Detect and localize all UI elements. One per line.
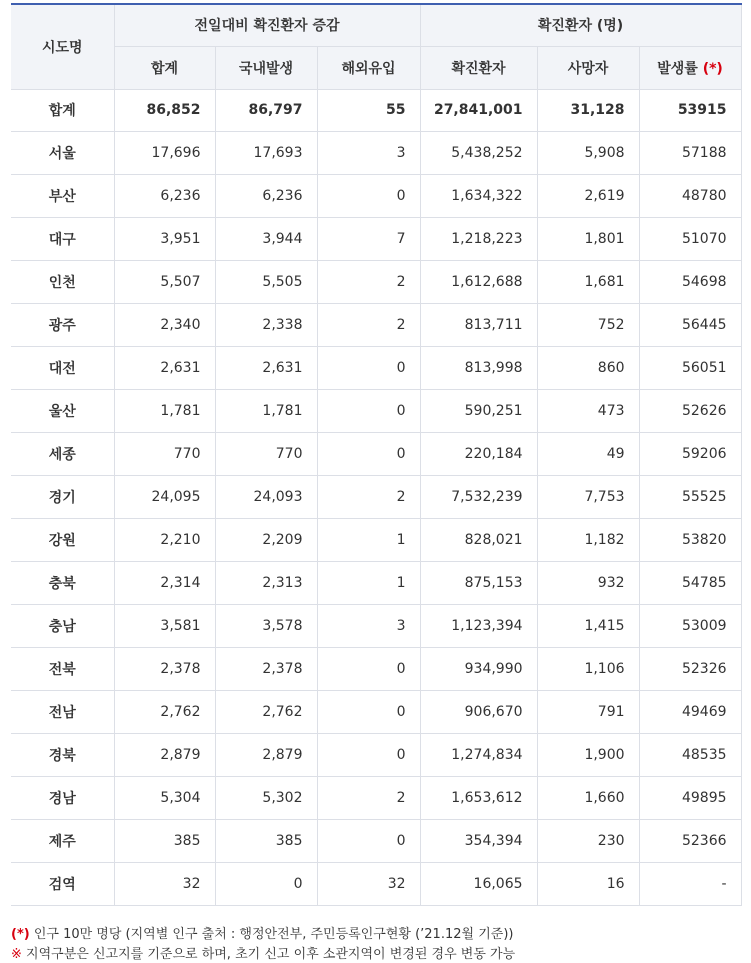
total-cell: 32 (114, 862, 215, 905)
deaths-cell: 1,106 (537, 647, 639, 690)
incidence-cell: 57188 (639, 131, 741, 174)
total-cell: 1,781 (114, 389, 215, 432)
deaths-column-header: 사망자 (537, 46, 639, 89)
region-cell: 울산 (11, 389, 114, 432)
confirmed-cell: 813,711 (420, 303, 537, 346)
deaths-cell: 791 (537, 690, 639, 733)
deaths-cell: 1,660 (537, 776, 639, 819)
deaths-cell: 1,900 (537, 733, 639, 776)
deaths-cell: 49 (537, 432, 639, 475)
confirmed-cell: 934,990 (420, 647, 537, 690)
table-row (11, 561, 741, 604)
domestic-cell: 6,236 (215, 174, 317, 217)
overseas-cell: 0 (317, 389, 420, 432)
total-cell: 2,340 (114, 303, 215, 346)
confirmed-cell: 7,532,239 (420, 475, 537, 518)
deaths-cell: 230 (537, 819, 639, 862)
domestic-cell: 385 (215, 819, 317, 862)
domestic-cell: 2,338 (215, 303, 317, 346)
table-row (11, 733, 741, 776)
confirmed-cell: 16,065 (420, 862, 537, 905)
total-cell: 86,852 (114, 89, 215, 131)
table-row (11, 604, 741, 647)
region-cell: 인천 (11, 260, 114, 303)
incidence-cell: 54698 (639, 260, 741, 303)
overseas-cell: 55 (317, 89, 420, 131)
overseas-column-header: 해외유입 (317, 46, 420, 89)
cumulative-group-header: 확진환자 (명) (420, 4, 741, 46)
daily-change-group-header: 전일대비 확진환자 증감 (114, 4, 420, 46)
overseas-cell: 0 (317, 346, 420, 389)
total-cell: 2,762 (114, 690, 215, 733)
incidence-cell: 48780 (639, 174, 741, 217)
domestic-cell: 3,578 (215, 604, 317, 647)
overseas-cell: 2 (317, 776, 420, 819)
deaths-cell: 752 (537, 303, 639, 346)
domestic-cell: 2,313 (215, 561, 317, 604)
table-body (11, 89, 741, 905)
region-cell: 충남 (11, 604, 114, 647)
domestic-cell: 3,944 (215, 217, 317, 260)
overseas-cell: 7 (317, 217, 420, 260)
total-cell: 5,507 (114, 260, 215, 303)
domestic-cell: 24,093 (215, 475, 317, 518)
domestic-cell: 17,693 (215, 131, 317, 174)
domestic-cell: 2,209 (215, 518, 317, 561)
total-cell: 24,095 (114, 475, 215, 518)
incidence-cell: 53915 (639, 89, 741, 131)
confirmed-column-header: 확진환자 (420, 46, 537, 89)
table-row (11, 518, 741, 561)
domestic-cell: 86,797 (215, 89, 317, 131)
overseas-cell: 0 (317, 733, 420, 776)
table-row (11, 647, 741, 690)
region-cell: 전북 (11, 647, 114, 690)
incidence-cell: 52366 (639, 819, 741, 862)
region-cell: 광주 (11, 303, 114, 346)
overseas-cell: 2 (317, 303, 420, 346)
total-column-header: 합계 (114, 46, 215, 89)
table-row (11, 690, 741, 733)
deaths-cell: 31,128 (537, 89, 639, 131)
confirmed-cell: 1,634,322 (420, 174, 537, 217)
table-row (11, 432, 741, 475)
table-row (11, 862, 741, 905)
incidence-cell: 52326 (639, 647, 741, 690)
domestic-cell: 5,302 (215, 776, 317, 819)
region-cell: 제주 (11, 819, 114, 862)
overseas-cell: 2 (317, 260, 420, 303)
domestic-cell: 5,505 (215, 260, 317, 303)
domestic-cell: 2,879 (215, 733, 317, 776)
total-cell: 3,951 (114, 217, 215, 260)
total-cell: 2,879 (114, 733, 215, 776)
table-row (11, 346, 741, 389)
confirmed-cell: 1,612,688 (420, 260, 537, 303)
deaths-cell: 1,681 (537, 260, 639, 303)
domestic-cell: 770 (215, 432, 317, 475)
overseas-cell: 0 (317, 432, 420, 475)
confirmed-cell: 906,670 (420, 690, 537, 733)
deaths-cell: 473 (537, 389, 639, 432)
overseas-cell: 2 (317, 475, 420, 518)
confirmed-cell: 875,153 (420, 561, 537, 604)
confirmed-cell: 1,218,223 (420, 217, 537, 260)
region-column-header: 시도명 (11, 4, 114, 89)
confirmed-cell: 813,998 (420, 346, 537, 389)
overseas-cell: 0 (317, 647, 420, 690)
domestic-cell: 2,762 (215, 690, 317, 733)
total-cell: 17,696 (114, 131, 215, 174)
region-cell: 강원 (11, 518, 114, 561)
table-row (11, 174, 741, 217)
table-row (11, 303, 741, 346)
overseas-cell: 1 (317, 561, 420, 604)
table-row (11, 389, 741, 432)
region-cell: 대전 (11, 346, 114, 389)
footnote-region-remark (11, 945, 515, 963)
domestic-cell: 2,631 (215, 346, 317, 389)
region-cell: 서울 (11, 131, 114, 174)
incidence-column-header (639, 46, 741, 89)
incidence-cell: 49469 (639, 690, 741, 733)
remark-mark: ※ (11, 947, 22, 962)
confirmed-cell: 1,123,394 (420, 604, 537, 647)
confirmed-cell: 5,438,252 (420, 131, 537, 174)
overseas-cell: 32 (317, 862, 420, 905)
table-row (11, 260, 741, 303)
table-row (11, 475, 741, 518)
incidence-cell: 59206 (639, 432, 741, 475)
deaths-cell: 1,415 (537, 604, 639, 647)
deaths-cell: 1,801 (537, 217, 639, 260)
confirmed-cell: 590,251 (420, 389, 537, 432)
incidence-label: 발생률 (657, 60, 698, 77)
footnote-population (11, 925, 515, 945)
covid-status-table (11, 3, 742, 906)
incidence-cell: 49895 (639, 776, 741, 819)
confirmed-cell: 1,653,612 (420, 776, 537, 819)
region-cell: 검역 (11, 862, 114, 905)
deaths-cell: 5,908 (537, 131, 639, 174)
incidence-cell: 48535 (639, 733, 741, 776)
incidence-cell: 51070 (639, 217, 741, 260)
incidence-cell: 56445 (639, 303, 741, 346)
table-row (11, 217, 741, 260)
deaths-cell: 16 (537, 862, 639, 905)
total-cell: 6,236 (114, 174, 215, 217)
region-cell: 경북 (11, 733, 114, 776)
remark-text: 지역구분은 신고지를 기준으로 하며, 초기 신고 이후 소관지역이 변경된 경우 변동 가능 (21, 947, 516, 962)
domestic-cell: 0 (215, 862, 317, 905)
overseas-cell: 3 (317, 131, 420, 174)
total-cell: 385 (114, 819, 215, 862)
deaths-cell: 932 (537, 561, 639, 604)
table-row-total (11, 89, 741, 131)
domestic-column-header: 국내발생 (215, 46, 317, 89)
table-row (11, 819, 741, 862)
total-cell: 5,304 (114, 776, 215, 819)
total-cell: 770 (114, 432, 215, 475)
incidence-cell: 53009 (639, 604, 741, 647)
region-cell: 경기 (11, 475, 114, 518)
deaths-cell: 1,182 (537, 518, 639, 561)
region-cell: 세종 (11, 432, 114, 475)
incidence-cell: 54785 (639, 561, 741, 604)
overseas-cell: 1 (317, 518, 420, 561)
deaths-cell: 860 (537, 346, 639, 389)
footnote-mark: (*) (11, 927, 30, 942)
overseas-cell: 0 (317, 690, 420, 733)
region-cell: 합계 (11, 89, 114, 131)
table-header (11, 4, 741, 89)
deaths-cell: 7,753 (537, 475, 639, 518)
total-cell: 2,210 (114, 518, 215, 561)
table-row (11, 131, 741, 174)
incidence-cell: - (639, 862, 741, 905)
incidence-cell: 53820 (639, 518, 741, 561)
footnote-text: 인구 10만 명당 (지역별 인구 출처 : 행정안전부, 주민등록인구현황 (’21.12월 기준)) (29, 927, 514, 942)
total-cell: 3,581 (114, 604, 215, 647)
incidence-cell: 56051 (639, 346, 741, 389)
confirmed-cell: 27,841,001 (420, 89, 537, 131)
confirmed-cell: 1,274,834 (420, 733, 537, 776)
region-cell: 대구 (11, 217, 114, 260)
incidence-cell: 52626 (639, 389, 741, 432)
region-cell: 부산 (11, 174, 114, 217)
incidence-footnote-mark: (*) (702, 60, 723, 77)
confirmed-cell: 354,394 (420, 819, 537, 862)
confirmed-cell: 828,021 (420, 518, 537, 561)
footnotes (11, 925, 515, 963)
overseas-cell: 3 (317, 604, 420, 647)
total-cell: 2,631 (114, 346, 215, 389)
total-cell: 2,378 (114, 647, 215, 690)
overseas-cell: 0 (317, 819, 420, 862)
total-cell: 2,314 (114, 561, 215, 604)
deaths-cell: 2,619 (537, 174, 639, 217)
region-cell: 전남 (11, 690, 114, 733)
region-cell: 경남 (11, 776, 114, 819)
overseas-cell: 0 (317, 174, 420, 217)
domestic-cell: 1,781 (215, 389, 317, 432)
table-row (11, 776, 741, 819)
incidence-cell: 55525 (639, 475, 741, 518)
confirmed-cell: 220,184 (420, 432, 537, 475)
domestic-cell: 2,378 (215, 647, 317, 690)
region-cell: 충북 (11, 561, 114, 604)
